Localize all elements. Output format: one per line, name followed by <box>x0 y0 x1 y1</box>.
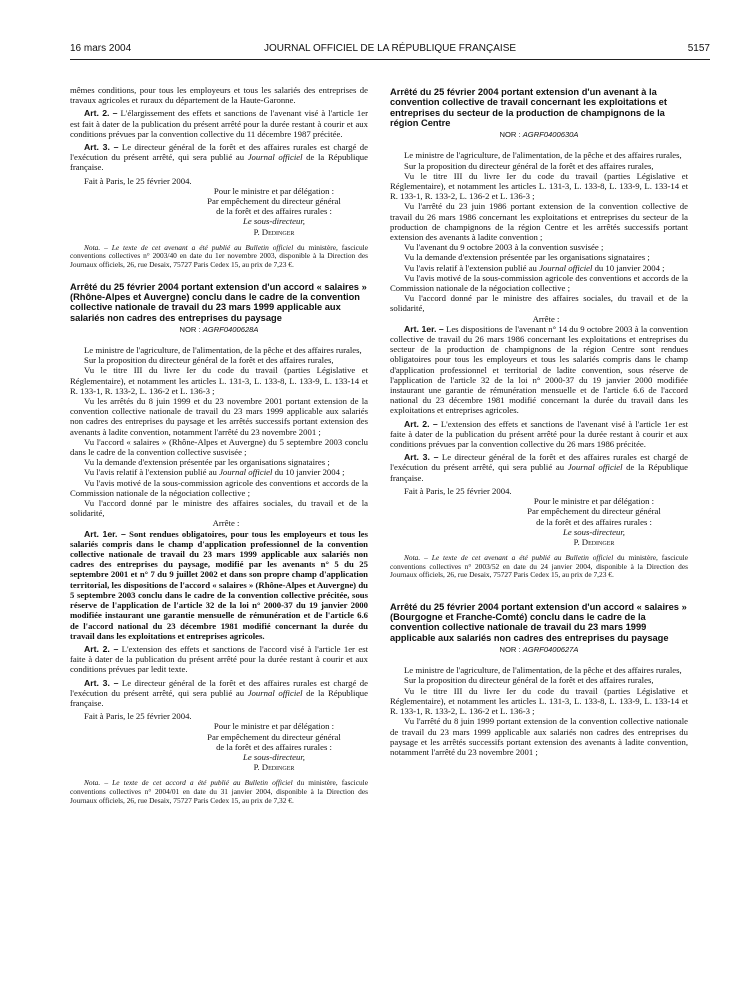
paragraph: Sur la proposition du directeur général de la forêt et des affaires rurales, <box>84 355 334 366</box>
paragraph: Vu l'avenant du 9 octobre 2003 à la convention susvisée ; <box>404 242 604 253</box>
arrete-heading: Arrête : <box>212 518 240 529</box>
paragraph: Vu l'avis relatif à l'extension publié au Journal officiel du 10 janvier 2004 ; <box>404 262 665 273</box>
decree-title: Arrêté du 25 février 2004 portant extension d'un accord « salaires » (Rhône-Alpes et Auvergne) conclu dans le cadre de la convention collective nationale de travail du 23 mars 1999 applicable aux salariés non cadres des entreprises du paysage <box>70 281 367 323</box>
paragraph: Vu la demande d'extension présentée par les organisations signataires ; <box>84 457 330 468</box>
article-3: Art. 3. – Le directeur général de la forêt et des affaires rurales est chargé de l'exécution du présent arrêté, qui sera publié au Journal officiel de la République française. <box>70 142 368 173</box>
nor-reference: NOR : AGRF0400630A <box>499 130 579 140</box>
right-column <box>390 87 688 757</box>
paragraph: Sur la proposition du directeur général de la forêt et des affaires rurales, <box>404 675 654 686</box>
running-header <box>70 43 710 57</box>
paragraph: Vu l'arrêté du 23 juin 1986 portant extension de la convention collective de travail du 26 mars 1986 concernant les exploitations et entreprises du secteur de la production de champignons de la région Centre et les arrêtés successifs portant extension des avenants à ladite convention ; <box>390 201 688 243</box>
article-1: Art. 1er. – Sont rendues obligatoires, pour tous les employeurs et tous les salariés compris dans le champ d'application professionnel de la convention collective nationale de travail du 23 mars 1999 applicable aux salariés non cadres des entreprises du paysage, modifié par les avenants n° 5 du 25 septembre 2001 et n° 7 du 9 juillet 2002 et dans son propre champ d'application territorial, les dispositions de l'accord « salaires » (Rhône-Alpes et Auvergne) du 5 septembre 2003 conclu dans le cadre de la convention collective précitée, sous réserve de l'application de l'article 32 de la loi n° 2000-37 du 19 janvier 2000 modifiée instaurant une garantie mensuelle de rémunération et de l'article 6.6 de l'accord national du 23 décembre 1981 modifié concernant la durée du travail dans les exploitations et entreprises agricoles. <box>70 528 368 641</box>
nor-reference: NOR : AGRF0400628A <box>179 324 259 334</box>
paragraph: Le ministre de l'agriculture, de l'alimentation, de la pêche et des affaires rurales, <box>404 150 682 161</box>
article-2: Art. 2. – L'extension des effets et sanctions de l'avenant visé à l'article 1er est faite à dater de la publication du présent arrêté pour la durée restant à courir et aux conditions prévues par la convention collective du 26 mars 1986 précitée. <box>390 418 688 450</box>
signature-block: Pour le ministre et par délégation : Par empêchement du directeur général de la forêt et des affaires rurales : Le sous-directeur, P. Dedinger <box>527 496 661 547</box>
done-at: Fait à Paris, le 25 février 2004. <box>84 711 192 722</box>
article-3: Art. 3. – Le directeur général de la forêt et des affaires rurales est chargé de l'exécution du présent arrêté, qui sera publié au Journal officiel de la République française. <box>70 677 368 708</box>
decree-title: Arrêté du 25 février 2004 portant extension d'un accord « salaires » (Bourgogne et Franche-Comté) conclu dans le cadre de la convention collective nationale de travail du 23 mars 1999 applicable aux salariés non cadres des entreprises du paysage <box>390 601 687 643</box>
paragraph: Vu l'avis motivé de la sous-commission agricole des conventions et accords de la Commission nationale de la négociation collective ; <box>70 477 368 498</box>
article-1: Art. 1er. – Les dispositions de l'avenant n° 14 du 9 octobre 2003 à la convention collective de travail du 26 mars 1986 concernant les exploitations et entreprises du secteur de la production de champignons de la région Centre sont rendues obligatoires pour tous les employeurs et tous les salariés compris dans le champ d'application professionnel et territorial de ladite convention, sous réserve de l'application de l'article 32 de la loi n° 2000-37 du 19 janvier 2000 modifiée instaurant une garantie de rémunération mensuelle et de l'article 6.6 de l'accord national du 23 décembre 1981 modifié concernant la durée du travail dans les exploitations et entreprises agricoles. <box>390 323 688 416</box>
header-date: 16 mars 2004 <box>70 43 132 54</box>
nor-reference: NOR : AGRF0400627A <box>499 645 579 655</box>
note: Nota. – Le texte de cet avenant a été publié au Bulletin officiel du ministère, fascicule conventions collectives n° 2003/40 en date du 1er novembre 2003, disponible à la Direction des Journaux officiels, 26, rue Desaix, 75727 Paris Cedex 15, au prix de 7,23 €. <box>70 242 368 270</box>
paragraph: Le ministre de l'agriculture, de l'alimentation, de la pêche et des affaires rurales, <box>84 345 362 356</box>
paragraph: Vu l'avis motivé de la sous-commission agricole des conventions et accords de la Commission nationale de la négociation collective ; <box>390 272 688 294</box>
paragraph: Vu le titre III du livre Ier du code du travail (parties Législative et Réglementaire), et notamment les articles L. 131-3, L. 133-8, L. 133-9, L. 133-14 et R. 133-1, R. 133-2, L. 136-2 et L. 136-3 ; <box>70 365 368 396</box>
paragraph: mêmes conditions, pour tous les employeurs et tous les salariés des entreprises de travaux agricoles et ruraux du département de la Haute-Garonne. <box>70 85 368 106</box>
paragraph: Vu l'accord donné par le ministre des affaires sociales, du travail et de la solidarité, <box>390 293 688 314</box>
article-2: Art. 2. – L'élargissement des effets et sanctions de l'avenant visé à l'article 1er est fait à dater de la publication du présent arrêté pour la durée restant à courir et aux conditions prévues par la convention collective du 11 décembre 1987 précitée. <box>70 108 368 139</box>
paragraph: Vu les arrêtés du 8 juin 1999 et du 23 novembre 2001 portant extension de la convention collective nationale de travail du 23 mars 1999 applicable aux salariés non cadres des entreprises du paysage et les arrêtés successifs portant extension des avenants à ladite convention, notamment l'arrêté du 23 novembre 2001 ; <box>70 396 368 437</box>
done-at: Fait à Paris, le 25 février 2004. <box>404 485 512 496</box>
paragraph: Vu l'avis relatif à l'extension publié au Journal officiel du 10 janvier 2004 ; <box>84 467 345 478</box>
article-3: Art. 3. – Le directeur général de la forêt et des affaires rurales est chargé de l'exécution du présent arrêté, qui sera publié au Journal officiel de la République française. <box>390 452 688 483</box>
paragraph: Vu l'arrêté du 8 juin 1999 portant extension de la convention collective nationale de travail du 23 mars 1999 applicable aux salariés non cadres des entreprises du paysage et les arrêtés successifs portant extension des avenants à ladite convention, notamment l'arrêté du 23 novembre 2001 ; <box>390 716 688 757</box>
header-rule <box>70 59 710 60</box>
header-journal-title: JOURNAL OFFICIEL DE LA RÉPUBLIQUE FRANÇAISE <box>263 43 517 54</box>
article-2: Art. 2. – L'extension des effets et sanctions de l'accord visé à l'article 1er est faite à dater de la publication du présent arrêté pour la durée restant à courir et aux conditions prévues par ledit texte. <box>70 643 368 675</box>
header-page-number: 5157 <box>687 43 710 54</box>
paragraph: Vu le titre III du livre Ier du code du travail (parties Législative et Réglementaire), et notamment les articles L. 131-3, L. 133-8, L. 133-9, L. 133-14 et R. 133-1, R. 133-2, L. 136-2 et L. 136-3 ; <box>390 685 688 717</box>
signature-block: Pour le ministre et par délégation : Par empêchement du directeur général de la forêt et des affaires rurales : Le sous-directeur, P. Dedinger <box>207 185 341 237</box>
signature-block: Pour le ministre et par délégation : Par empêchement du directeur général de la forêt et des affaires rurales : Le sous-directeur, P. Dedinger <box>207 721 341 773</box>
left-column <box>70 85 368 805</box>
paragraph: Le ministre de l'agriculture, de l'alimentation, de la pêche et des affaires rurales, <box>404 665 682 676</box>
done-at: Fait à Paris, le 25 février 2004. <box>84 175 192 186</box>
paragraph: Vu la demande d'extension présentée par les organisations signataires ; <box>404 252 650 263</box>
decree-title: Arrêté du 25 février 2004 portant extension d'un avenant à la convention collective de travail concernant les exploitations et entreprises du secteur de la production de champignons de la région Centre <box>390 87 667 128</box>
paragraph: Vu l'accord donné par le ministre des affaires sociales, du travail et de la solidarité, <box>70 498 368 519</box>
paragraph: Vu l'accord « salaires » (Rhône-Alpes et Auvergne) du 5 septembre 2003 conclu dans le cadre de la convention collective susvisée ; <box>70 436 368 458</box>
paragraph: Vu le titre III du livre Ier du code du travail (parties Législative et Réglementaire), et notamment les articles L. 131-3, L. 133-8, L. 133-9, L. 133-14 et R. 133-1, R. 133-2, L. 136-2 et L. 136-3 ; <box>390 170 688 202</box>
arrete-heading: Arrête : <box>532 313 560 324</box>
paragraph: Sur la proposition du directeur général de la forêt et des affaires rurales, <box>404 160 654 171</box>
note: Nota. – Le texte de cet accord a été publié au Bulletin officiel du ministère, fascicule conventions collectives n° 2004/01 en date du 31 janvier 2004, disponible à la Direction des Journaux officiels, 26, rue Desaix, 75727 Paris Cedex 15, au prix de 7,32 €. <box>70 778 369 805</box>
note: Nota. – Le texte de cet avenant a été publié au Bulletin officiel du ministère, fascicule conventions collectives n° 2003/52 en date du 24 janvier 2004, disponible à la Direction des Journaux officiels, 26, rue Desaix, 75727 Paris Cedex 15, au prix de 7,23 €. <box>390 553 688 580</box>
